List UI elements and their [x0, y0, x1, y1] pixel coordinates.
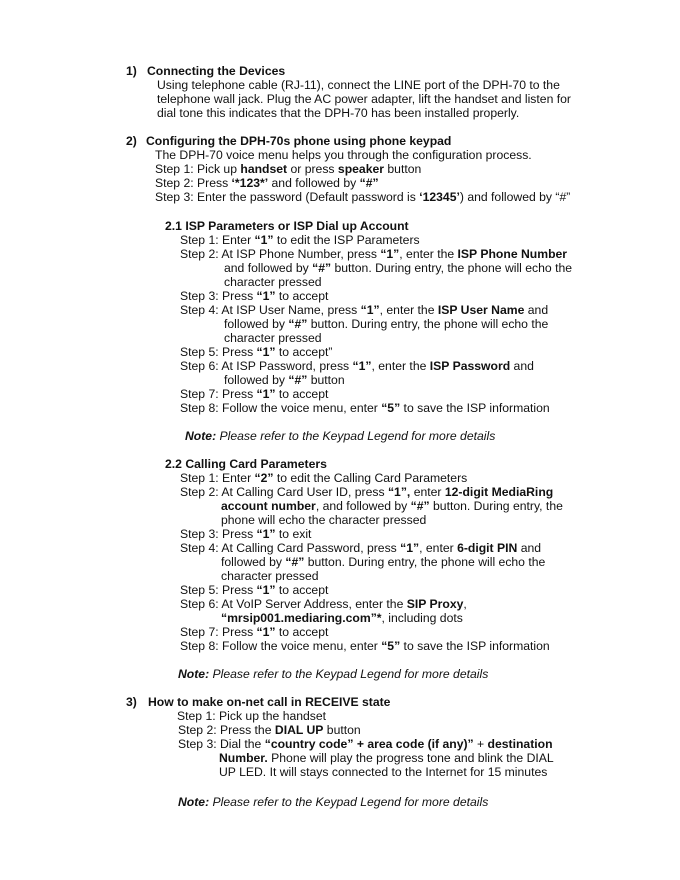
subsection-2-1-title: 2.1 ISP Parameters or ISP Dial up Account	[165, 219, 409, 233]
isp-step: Step 5: Press “1” to accept”	[180, 345, 333, 359]
card-step: Step 4: At Calling Card Password, press “1”, enter 6-digit PIN and	[180, 541, 542, 555]
isp-step: Step 6: At ISP Password, press “1”, enter the ISP Password and	[180, 359, 534, 373]
isp-step-cont: followed by “#” button. During entry, the phone will echo the	[224, 317, 549, 331]
isp-step: Step 2: At ISP Phone Number, press “1”, enter the ISP Phone Number	[180, 247, 568, 261]
call-note: Note: Please refer to the Keypad Legend for more details	[178, 795, 489, 809]
section-1-line: dial tone this indicates that the DPH-70 has been installed properly.	[157, 106, 520, 120]
section-1-title: Connecting the Devices	[147, 64, 286, 78]
isp-step: Step 7: Press “1” to accept	[180, 387, 329, 401]
card-step: Step 5: Press “1” to accept	[180, 583, 329, 597]
section-2-intro: The DPH-70 voice menu helps you through the configuration process.	[155, 148, 532, 162]
card-step-cont: phone will echo the character pressed	[221, 513, 427, 527]
section-3-number: 3)	[126, 695, 137, 709]
section-1-line: telephone wall jack. Plug the AC power adapter, lift the handset and listen for	[157, 92, 571, 106]
isp-step-cont: and followed by “#” button. During entry, the phone will echo the	[224, 261, 573, 275]
isp-note: Note: Please refer to the Keypad Legend for more details	[185, 429, 496, 443]
section-2-step: Step 1: Pick up handset or press speaker button	[155, 162, 422, 176]
call-step-cont: UP LED. It will stays connected to the Internet for 15 minutes	[219, 765, 548, 779]
section-3-heading	[126, 695, 391, 709]
card-step: Step 7: Press “1” to accept	[180, 625, 329, 639]
call-step: Step 1: Pick up the handset	[177, 709, 327, 723]
isp-step-cont: character pressed	[224, 275, 322, 289]
section-1-number: 1)	[126, 64, 137, 78]
subsection-2-2-title: 2.2 Calling Card Parameters	[165, 457, 327, 471]
call-step-cont: Number. Phone will play the progress tone and blink the DIAL	[219, 751, 554, 765]
call-step: Step 3: Dial the “country code” + area code (if any)” + destination	[178, 737, 553, 751]
section-2-step: Step 2: Press ‘*123*’ and followed by “#”	[155, 176, 379, 190]
isp-step: Step 4: At ISP User Name, press “1”, enter the ISP User Name and	[180, 303, 549, 317]
isp-step-cont: followed by “#” button	[224, 373, 345, 387]
section-3-title: How to make on-net call in RECEIVE state	[148, 695, 391, 709]
card-step-cont: account number, and followed by “#” button. During entry, the	[221, 499, 563, 513]
card-step: Step 2: At Calling Card User ID, press “1”, enter 12-digit MediaRing	[180, 485, 554, 499]
card-step-cont: followed by “#” button. During entry, the phone will echo the	[221, 555, 546, 569]
section-1-heading	[126, 64, 286, 78]
card-step: Step 6: At VoIP Server Address, enter the SIP Proxy,	[180, 597, 467, 611]
section-1-line: Using telephone cable (RJ-11), connect the LINE port of the DPH-70 to the	[157, 78, 560, 92]
section-2-number: 2)	[126, 134, 137, 148]
section-2-heading	[126, 134, 452, 148]
call-step: Step 2: Press the DIAL UP button	[178, 723, 361, 737]
card-step: Step 1: Enter “2” to edit the Calling Card Parameters	[180, 471, 468, 485]
section-2-title: Configuring the DPH-70s phone using phone keypad	[146, 134, 452, 148]
card-step: Step 3: Press “1” to exit	[180, 527, 312, 541]
section-2-step: Step 3: Enter the password (Default password is ‘12345’) and followed by “#”	[155, 190, 571, 204]
isp-step: Step 3: Press “1” to accept	[180, 289, 329, 303]
isp-step: Step 8: Follow the voice menu, enter “5” to save the ISP information	[180, 401, 550, 415]
isp-step: Step 1: Enter “1” to edit the ISP Parameters	[180, 233, 420, 247]
card-step-cont: “mrsip001.mediaring.com”*, including dots	[221, 611, 463, 625]
isp-step-cont: character pressed	[224, 331, 322, 345]
card-step-cont: character pressed	[221, 569, 319, 583]
card-step: Step 8: Follow the voice menu, enter “5” to save the ISP information	[180, 639, 550, 653]
card-note: Note: Please refer to the Keypad Legend for more details	[178, 667, 489, 681]
